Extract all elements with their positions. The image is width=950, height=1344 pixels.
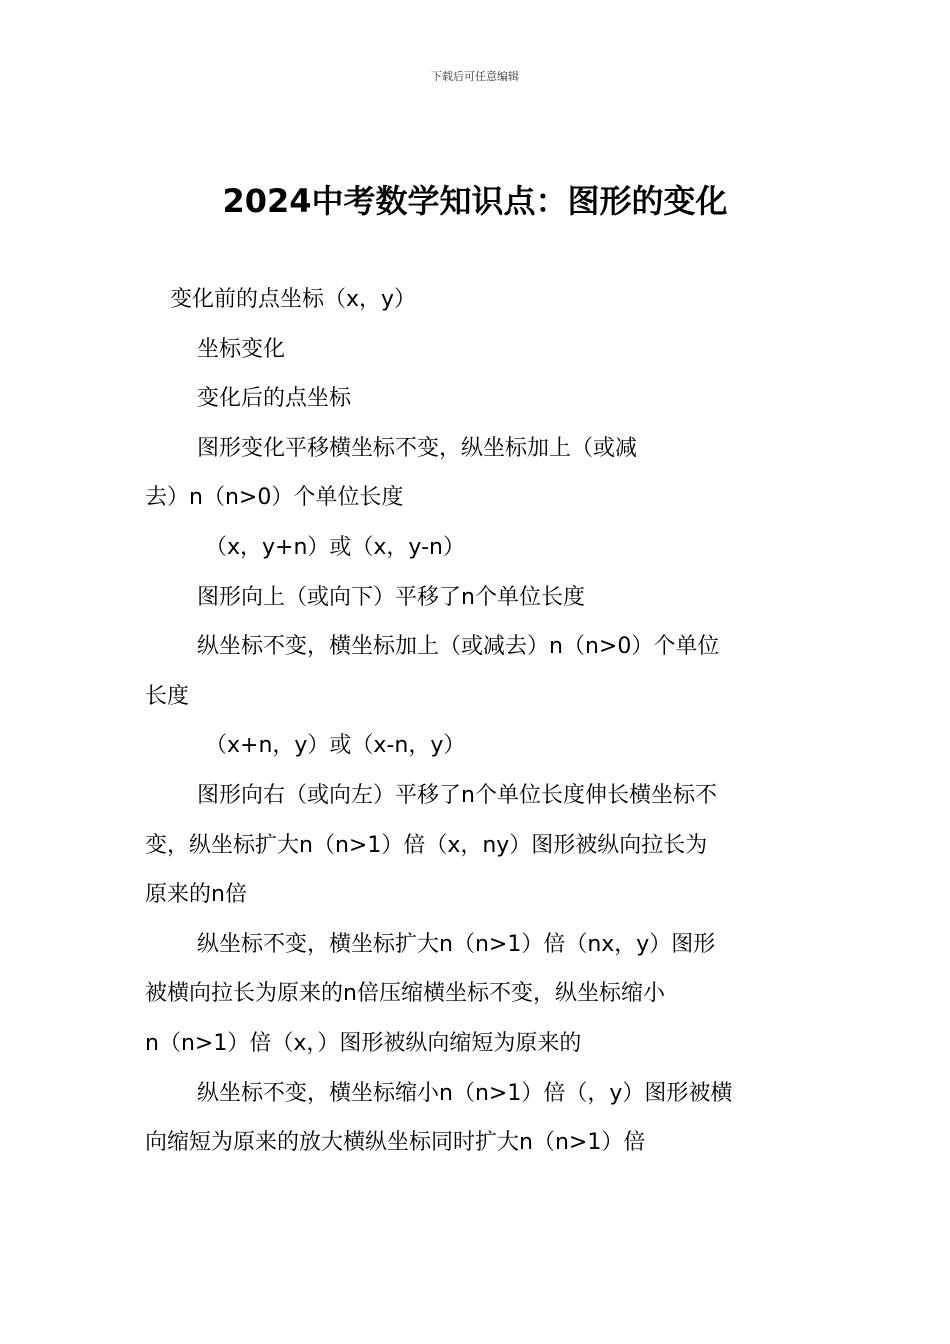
paragraph-line: 去）n（n>0）个单位长度 — [145, 485, 404, 511]
paragraph-line: （x，y+n）或（x，y-n） — [205, 534, 465, 560]
paragraph-line: 变，纵坐标扩大n（n>1）倍（x，ny）图形被纵向拉长为 — [145, 832, 708, 858]
paragraph-line: 纵坐标不变，横坐标扩大n（n>1）倍（nx，y）图形 — [197, 931, 716, 957]
paragraph-line: 原来的n倍 — [145, 882, 247, 908]
paragraph-line: 被横向拉长为原来的n倍压缩横坐标不变，纵坐标缩小 — [145, 981, 665, 1007]
document-body — [145, 282, 815, 1175]
paragraph-line: 长度 — [145, 683, 190, 709]
paragraph-line: 向缩短为原来的放大横纵坐标同时扩大n（n>1）倍 — [145, 1130, 646, 1156]
document-title: 2024中考数学知识点：图形的变化 — [222, 182, 728, 220]
paragraph-line: 纵坐标不变，横坐标缩小n（n>1）倍（，y）图形被横 — [197, 1080, 733, 1106]
paragraph-line: 变化后的点坐标 — [197, 386, 352, 412]
paragraph-line: n（n>1）倍（x，）图形被纵向缩短为原来的 — [145, 1030, 582, 1056]
paragraph-line: （x+n，y）或（x-n，y） — [205, 733, 466, 759]
paragraph-line: 变化前的点坐标（x，y） — [170, 287, 417, 312]
paragraph-line: 纵坐标不变，横坐标加上（或减去）n（n>0）个单位 — [197, 634, 720, 660]
header-note: 下载后可任意编辑 — [431, 70, 519, 83]
paragraph-line: 坐标变化 — [197, 336, 286, 362]
paragraph-line: 图形变化平移横坐标不变，纵坐标加上（或减 — [197, 435, 638, 461]
paragraph-line: 图形向右（或向左）平移了n个单位长度伸长横坐标不 — [197, 782, 717, 808]
paragraph-line: 图形向上（或向下）平移了n个单位长度 — [197, 584, 585, 610]
